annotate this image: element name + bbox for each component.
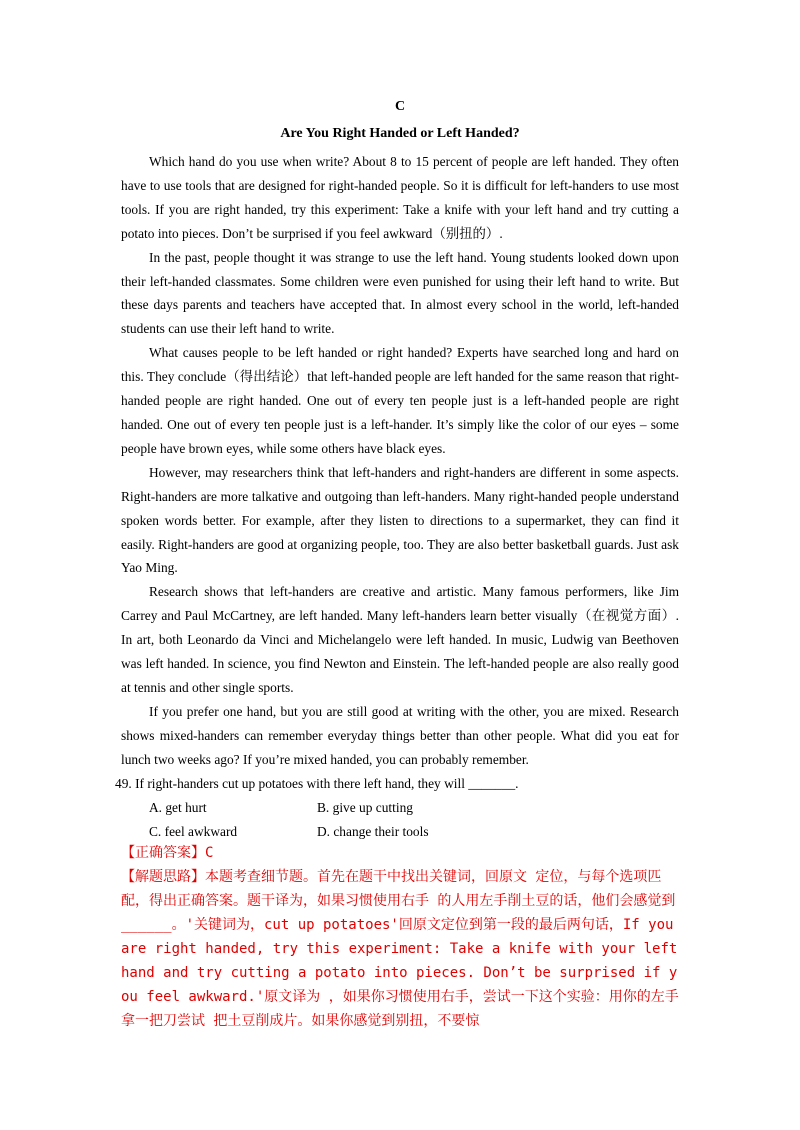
option-d: D. change their tools — [317, 823, 429, 839]
options-row-1 — [149, 796, 669, 820]
paragraph-3: What causes people to be left handed or right handed? Experts have searched long and hard on this. They conclude（得出结论）that left-handed people are left handed for the same reason that right-handed people are right handed. One out of every ten people just is a left-handed people are right handed. One out of every ten people just is a left-hander. It’s simply like the color of our eyes – some people have brown eyes, while some others have black eyes. — [121, 345, 679, 456]
paragraph-1: Which hand do you use when write? About 8 to 15 percent of people are left handed. They often have to use tools that are designed for right-handed people. So it is difficult for left-handers to use most tools. If you are right handed, try this experiment: Take a knife with your left hand and try cutting a potato into pieces. Don’t be surprised if you feel awkward（别扭的）. — [121, 154, 679, 241]
option-c: C. feel awkward — [149, 823, 238, 839]
option-a: A. get hurt — [149, 800, 207, 815]
passage-body — [121, 150, 679, 772]
correct-answer: 【正确答案】C — [121, 845, 214, 861]
question-text: 49. If right-handers cut up potatoes with there left hand, they will _______. — [115, 776, 519, 791]
option-b: B. give up cutting — [317, 800, 413, 815]
answer-explanation: 【解题思路】本题考查细节题。首先在题干中找出关键词，回原文 定位，与每个选项匹配，得出正确答案。题干译为，如果习惯使用右手 的人用左手削土豆的话，他们会感觉到 ______。'关键词为，cut up potatoes'回原文定位到第一段的最后两句话，If you are right handed, try this experiment: Take a knife with your left hand and try cutting a potato into pieces. Don’t be surprised if you feel awkward.'原文译为 ，如果你习惯使用右手，尝试一下这个实验：用你的左手拿一把刀尝试 把土豆削成片。如果你感觉到别扭，不要惊 — [121, 869, 679, 1029]
question-options — [149, 796, 669, 844]
paragraph-2: In the past, people thought it was strange to use the left hand. Young students looked down upon their left-handed classmates. Some children were even punished for using their left hand to write. But these days parents and teachers have accepted that. In almost every school in the world, left-handed students can use their left hand to write. — [121, 249, 679, 337]
paragraph-6: If you prefer one hand, but you are still good at writing with the other, you are mixed. Research shows mixed-handers can remember everyday things better than other people. What did you eat for lunch two weeks ago? If you’re mixed handed, you can probably remember. — [121, 703, 679, 767]
section-letter: C — [394, 99, 406, 114]
paragraph-5: Research shows that left-handers are creative and artistic. Many famous performers, like Jim Carrey and Paul McCartney, are left handed. Many left-handers learn better visually（在视觉方面）. In art, both Leonardo da Vinci and Michelangelo were left handed. In music, Ludwig van Beethoven was left handed. In science, you find Newton and Einstein. The left-handed people are also really good at tennis and other single sports. — [121, 584, 679, 695]
answer-block — [121, 841, 681, 1033]
paragraph-4: However, may researchers think that left-handers and right-handers are different in some aspects. Right-handers are more talkative and outgoing than left-handers. Many right-handed people understand spoken words better. For example, after they listen to directions to a supermarket, they can find it easily. Right-handers are good at organizing people, too. They are also better basketball guards. Just ask Yao Ming. — [121, 464, 679, 576]
passage-title: Are You Right Handed or Left Handed? — [280, 126, 520, 141]
